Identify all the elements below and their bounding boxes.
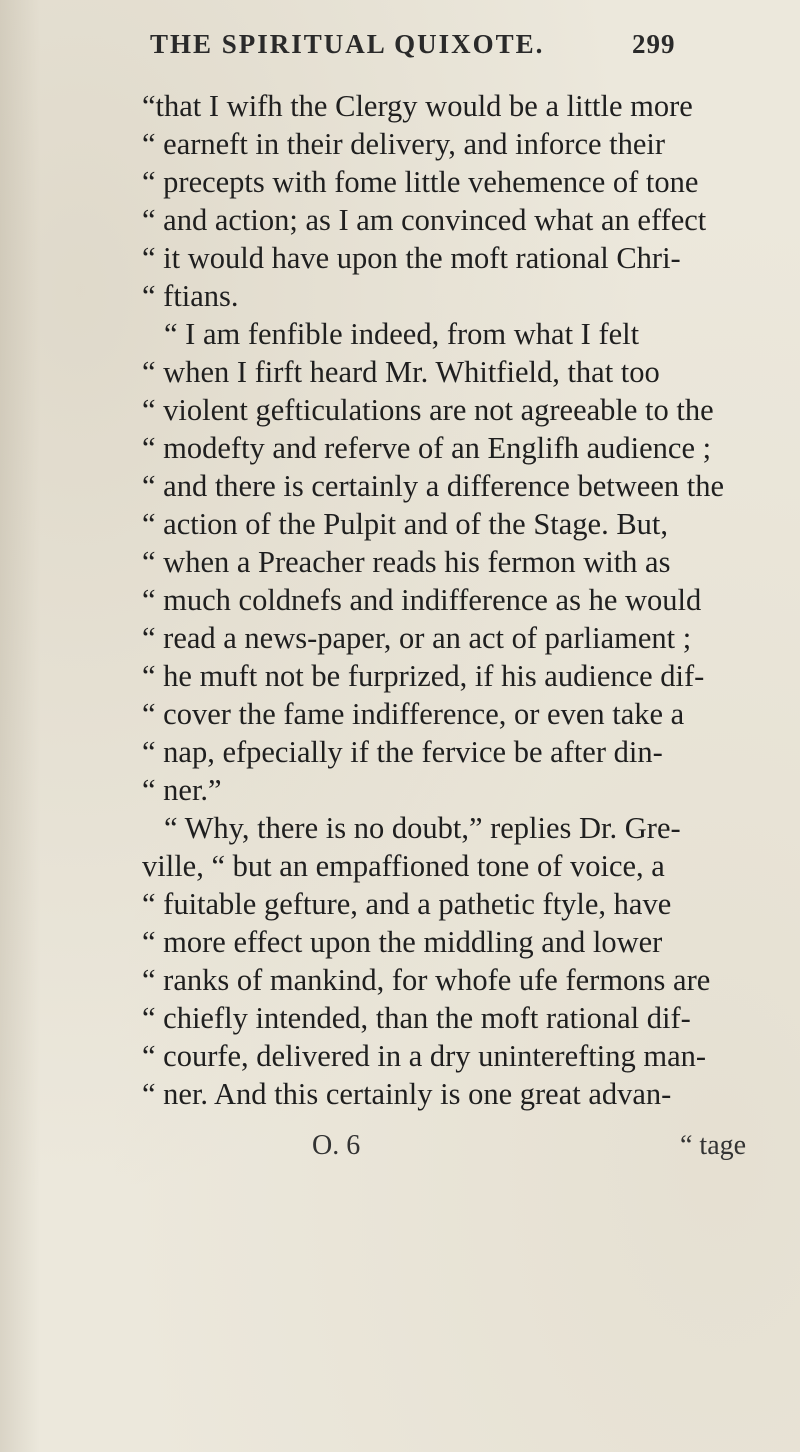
page-gutter-shadow (0, 0, 40, 1452)
text-line: “ earneft in their delivery, and inforce their (142, 127, 666, 161)
catchword: “ tage (680, 1130, 747, 1161)
text-line: “ more effect upon the middling and lower (142, 925, 663, 959)
text-line: “ cover the fame indifference, or even take a (142, 697, 685, 731)
text-line: “ I am fenfible indeed, from what I felt (164, 317, 640, 351)
text-line: “ he muft not be furprized, if his audience dif- (142, 659, 705, 693)
running-header (150, 22, 750, 66)
text-line: “ modefty and referve of an Englifh audience ; (142, 431, 712, 465)
text-line: “ Why, there is no doubt,” replies Dr. Gre- (164, 811, 681, 845)
text-line: “ and action; as I am convinced what an effect (142, 203, 707, 237)
text-line: “ nap, efpecially if the fervice be after din- (142, 735, 663, 769)
text-line: “ when a Preacher reads his fermon with as (142, 545, 671, 579)
text-line: “ much coldnefs and indifference as he would (142, 583, 702, 617)
text-line: “ precepts with fome little vehemence of tone (142, 165, 699, 199)
text-line: “ it would have upon the moft rational Chri- (142, 241, 681, 275)
text-line: “ ftians. (142, 279, 239, 313)
text-line: “ and there is certainly a difference between the (142, 469, 725, 503)
text-line: “ ner.” (142, 773, 222, 807)
text-line: “ when I firft heard Mr. Whitfield, that too (142, 355, 660, 389)
signature-mark: O. 6 (312, 1130, 361, 1161)
running-title: THE SPIRITUAL QUIXOTE. (150, 28, 545, 59)
text-line: “ chiefly intended, than the moft rational dif- (142, 1001, 691, 1035)
text-line: “ fuitable gefture, and a pathetic ftyle, have (142, 887, 672, 921)
text-line: “ courfe, delivered in a dry uninterefting man- (142, 1039, 707, 1073)
text-line: “that I wifh the Clergy would be a little more (142, 89, 693, 123)
text-line: “ action of the Pulpit and of the Stage. But, (142, 507, 669, 541)
text-line: “ ner. And this certainly is one great advan- (142, 1077, 672, 1111)
text-line: “ violent gefticulations are not agreeable to the (142, 393, 714, 427)
page-number: 299 (632, 28, 676, 59)
page-footer (0, 1130, 800, 1174)
text-line: “ read a news-paper, or an act of parliament ; (142, 621, 692, 655)
text-line: “ ranks of mankind, for whofe ufe fermons are (142, 963, 711, 997)
text-line: ville, “ but an empaffioned tone of voice, a (142, 849, 665, 883)
